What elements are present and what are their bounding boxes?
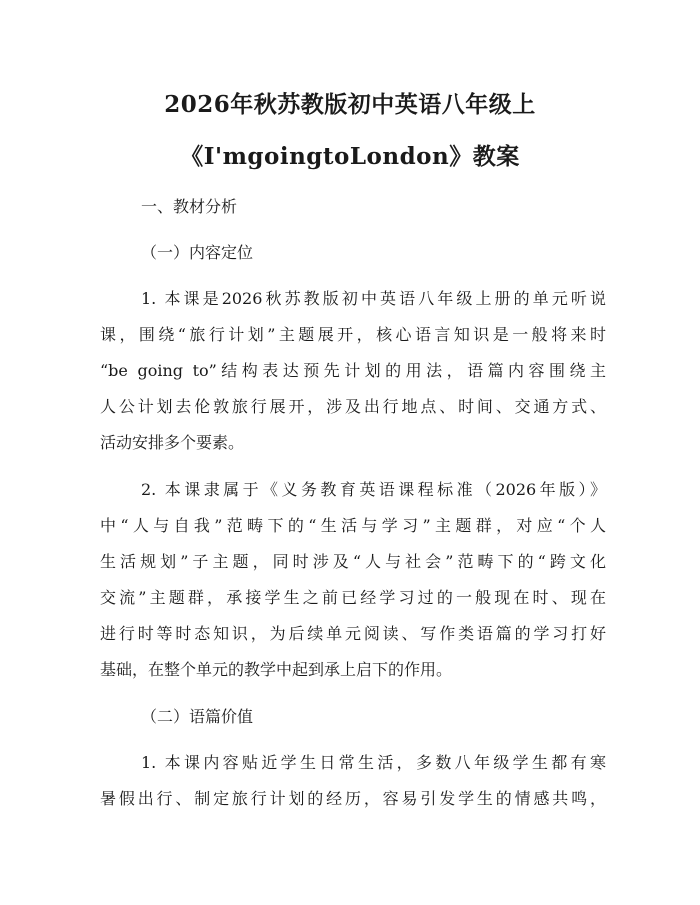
paragraph-2-line: 中“人与自我”范畴下的“生活与学习”主题群，对应“个人 [100, 516, 606, 535]
section-heading-textbook-analysis: 一、教材分析 [141, 197, 238, 216]
paragraph-1-line: 1. 本课是2026秋苏教版初中英语八年级上册的单元听说 [141, 289, 606, 308]
paragraph-2-line: 基础，在整个单元的教学中起到承上启下的作用。 [100, 660, 453, 679]
subsection-heading-content-positioning: （一）内容定位 [141, 243, 254, 262]
paragraph-2-line: 交流”主题群，承接学生之前已经学习过的一般现在时、现在 [100, 588, 606, 607]
subsection-heading-discourse-value: （二）语篇价值 [141, 707, 254, 726]
paragraph-2-line: 2. 本课隶属于《义务教育英语课程标准（2026年版）》 [141, 480, 606, 499]
paragraph-3-line: 暑假出行、制定旅行计划的经历，容易引发学生的情感共鸣， [100, 789, 606, 808]
paragraph-2-line: 进行时等时态知识，为后续单元阅读、写作类语篇的学习打好 [100, 624, 606, 643]
paragraph-1-line: 人公计划去伦敦旅行展开，涉及出行地点、时间、交通方式、 [100, 397, 606, 416]
paragraph-1-line: 课，围绕“旅行计划”主题展开，核心语言知识是一般将来时 [100, 325, 606, 344]
document-title-line-2: 《I'mgoingtoLondon》教案 [180, 143, 520, 170]
paragraph-1-line: 活动安排多个要素。 [100, 433, 245, 452]
paragraph-3-line: 1. 本课内容贴近学生日常生活，多数八年级学生都有寒 [141, 753, 606, 772]
document-title-line-1: 2026年秋苏教版初中英语八年级上 [164, 91, 536, 118]
paragraph-2-line: 生活规划”子主题，同时涉及“人与社会”范畴下的“跨文化 [100, 552, 606, 571]
paragraph-1-line: “be going to”结构表达预先计划的用法，语篇内容围绕主 [100, 361, 606, 380]
